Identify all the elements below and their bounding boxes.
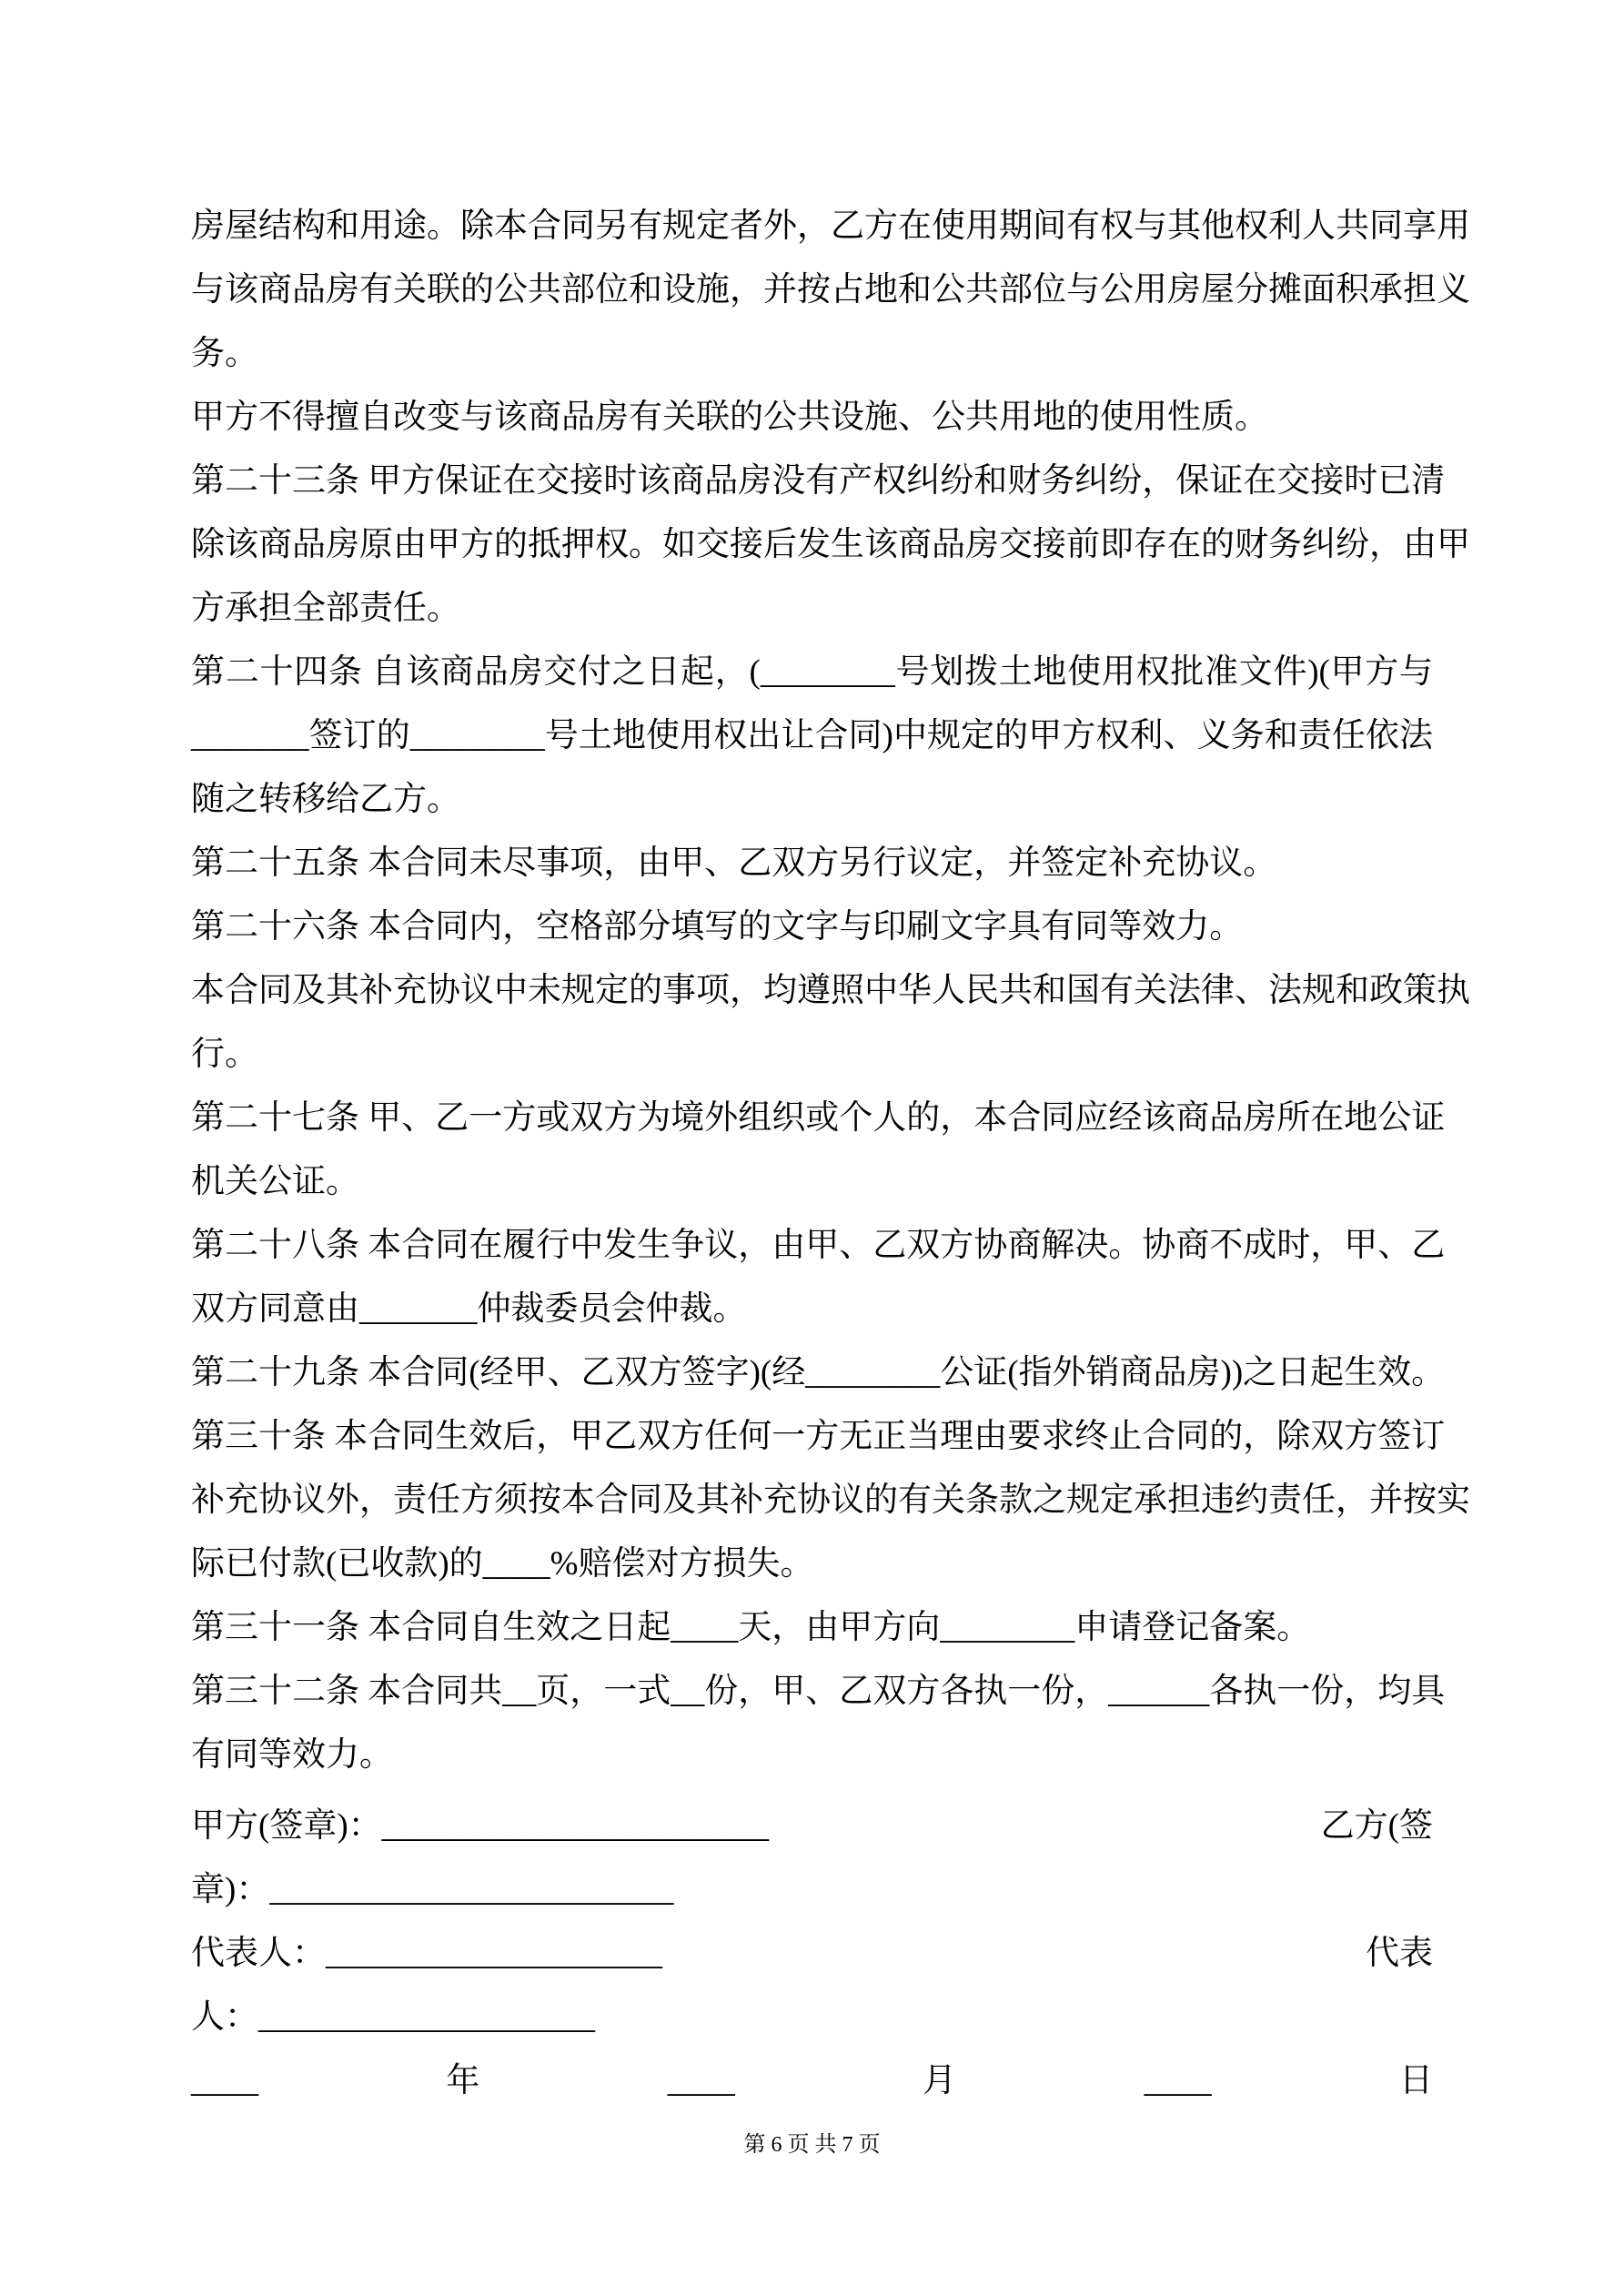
party-a-seal-line: 甲方(签章)：_______________________ xyxy=(191,1807,770,1845)
contract-body xyxy=(191,195,1470,2113)
contract-line: 补充协议外，责任方须按本合同及其补充协议的有关条款之规定承担违约责任，并按实 xyxy=(191,1482,1470,1519)
party-b-seal-fragment: 乙方(签 xyxy=(1320,1807,1433,1845)
contract-line: _______签订的________号土地使用权出让合同)中规定的甲方权利、义务和责任依法 xyxy=(191,717,1433,754)
signature-row xyxy=(191,1922,1433,1986)
contract-line-clause-29: 第二十九条 本合同(经甲、乙双方签字)(经________公证(指外销商品房))之日起生效。 xyxy=(191,1354,1446,1391)
contract-line-clause-24: 第二十四条 自该商品房交付之日起，(________号划拨土地使用权批准文件)(甲方与 xyxy=(191,653,1433,691)
party-b-representative-fragment: 代表 xyxy=(1366,1935,1433,1972)
signature-row xyxy=(191,1986,1433,2049)
date-day-label: 日 xyxy=(1398,2062,1433,2099)
contract-line: 双方同意由_______仲裁委员会仲裁。 xyxy=(191,1290,747,1328)
contract-line-clause-23: 第二十三条 甲方保证在交接时该商品房没有产权纠纷和财务纠纷，保证在交接时已清 xyxy=(191,462,1446,500)
page-footer: 第 6 页 共 7 页 xyxy=(743,2133,881,2157)
date-line xyxy=(191,2049,1433,2113)
contract-line: 际已付款(已收款)的____%赔偿对方损失。 xyxy=(191,1545,814,1583)
contract-line-clause-26: 第二十六条 本合同内，空格部分填写的文字与印刷文字具有同等效力。 xyxy=(191,908,1244,946)
contract-line: 与该商品房有关联的公共部位和设施，并按占地和公共部位与公用房屋分摊面积承担义 xyxy=(191,271,1470,308)
contract-line: 方承担全部责任。 xyxy=(191,590,460,627)
contract-line: 随之转移给乙方。 xyxy=(191,781,460,818)
party-b-representative-continuation: 人：____________________ xyxy=(191,1998,595,2036)
contract-line-clause-30: 第三十条 本合同生效后，甲乙双方任何一方无正当理由要求终止合同的，除双方签订 xyxy=(191,1418,1446,1455)
contract-line: 房屋结构和用途。除本合同另有规定者外，乙方在使用期间有权与其他权利人共同享用 xyxy=(191,207,1470,245)
contract-line-clause-32: 第三十二条 本合同共__页，一式__份，甲、乙双方各执一份，______各执一份，均具 xyxy=(191,1673,1446,1710)
contract-line: 机关公证。 xyxy=(191,1163,359,1200)
contract-line-clause-25: 第二十五条 本合同未尽事项，由甲、乙双方另行议定，并签定补充协议。 xyxy=(191,845,1277,882)
party-b-seal-continuation: 章)：________________________ xyxy=(191,1871,674,1908)
contract-line: 甲方不得擅自改变与该商品房有关联的公共设施、公共用地的使用性质。 xyxy=(191,399,1268,436)
contract-line: 行。 xyxy=(191,1036,258,1073)
contract-line-clause-31: 第三十一条 本合同自生效之日起____天，由甲方向________申请登记备案。 xyxy=(191,1609,1311,1646)
signature-block xyxy=(191,1795,1433,2113)
party-a-representative-line: 代表人：____________________ xyxy=(191,1935,662,1972)
contract-line: 有同等效力。 xyxy=(191,1736,393,1774)
contract-line-clause-27: 第二十七条 甲、乙一方或双方为境外组织或个人的，本合同应经该商品房所在地公证 xyxy=(191,1099,1446,1137)
date-month-label: 月 xyxy=(923,2062,957,2099)
date-year-blank: ____ xyxy=(191,2062,258,2099)
date-year-label: 年 xyxy=(446,2062,480,2099)
contract-line: 除该商品房原由甲方的抵押权。如交接后发生该商品房交接前即存在的财务纠纷，由甲 xyxy=(191,526,1470,563)
signature-row xyxy=(191,1795,1433,1858)
date-day-blank: ____ xyxy=(1144,2062,1212,2099)
signature-row xyxy=(191,1858,1433,1922)
contract-line: 务。 xyxy=(191,335,258,372)
date-month-blank: ____ xyxy=(667,2062,735,2099)
contract-line: 本合同及其补充协议中未规定的事项，均遵照中华人民共和国有关法律、法规和政策执 xyxy=(191,972,1470,1009)
contract-line-clause-28: 第二十八条 本合同在履行中发生争议，由甲、乙双方协商解决。协商不成时，甲、乙 xyxy=(191,1227,1446,1264)
